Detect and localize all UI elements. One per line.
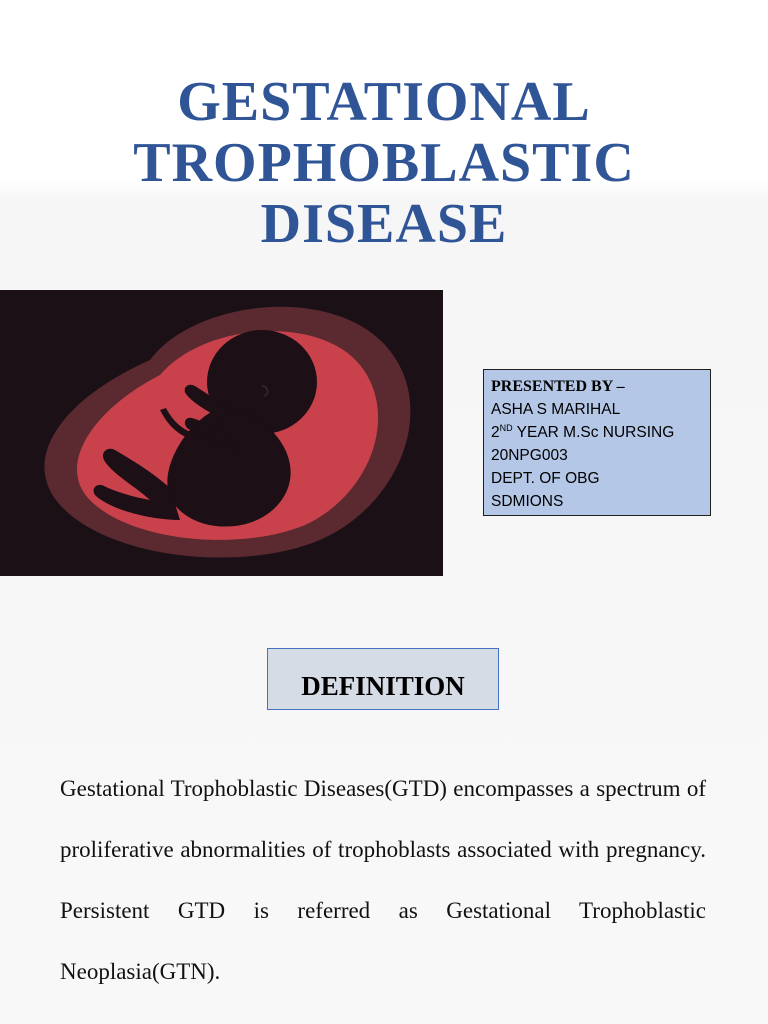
presenter-reg-no: 20NPG003 bbox=[491, 447, 568, 464]
presenter-year-number: 2 bbox=[491, 424, 500, 441]
definition-heading-box bbox=[267, 648, 499, 710]
presenter-year-ordinal: ND bbox=[499, 423, 513, 433]
presenter-institution: SDMIONS bbox=[491, 493, 564, 510]
definition-heading: DEFINITION bbox=[301, 670, 465, 701]
fetus-icon bbox=[0, 290, 443, 576]
presenter-name: ASHA S MARIHAL bbox=[491, 401, 621, 418]
slide-title bbox=[0, 72, 768, 255]
presenter-heading: PRESENTED BY – bbox=[491, 378, 625, 395]
presenter-dept: DEPT. OF OBG bbox=[491, 470, 600, 487]
title-line-2: TROPHOBLASTIC bbox=[133, 132, 635, 194]
title-line-3: DISEASE bbox=[260, 193, 508, 255]
definition-body: Gestational Trophoblastic Diseases(GTD) encompasses a spectrum of proliferative abnormalities of trophoblasts associated with pregnancy. Persistent GTD is referred as Gestational Trophoblastic Neoplasia(GTN). bbox=[60, 776, 706, 984]
title-line-1: GESTATIONAL bbox=[177, 71, 591, 133]
presenter-year-program: YEAR M.Sc NURSING bbox=[512, 424, 675, 441]
presenter-year bbox=[491, 421, 703, 444]
fetus-in-womb-illustration bbox=[0, 290, 443, 576]
presenter-info-box bbox=[483, 369, 711, 516]
